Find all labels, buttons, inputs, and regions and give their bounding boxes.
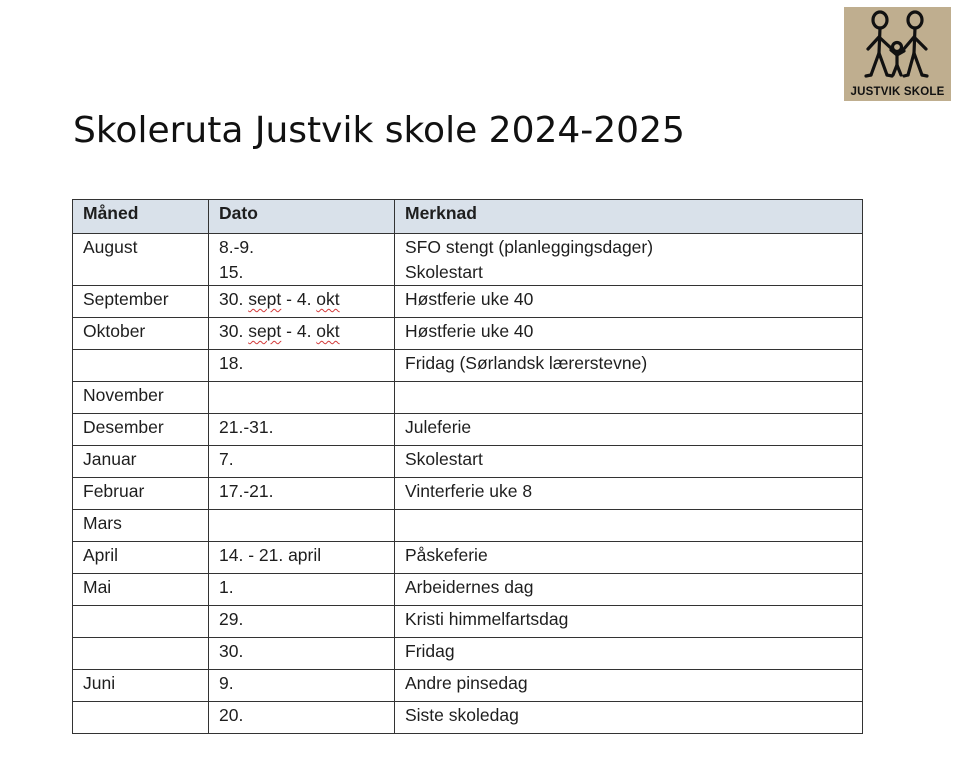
month-cell [73, 638, 209, 670]
date-cell: 30. [209, 638, 395, 670]
table-row [73, 414, 863, 446]
table-row [73, 446, 863, 478]
month-cell: Juni [73, 670, 209, 702]
note-cell [395, 510, 863, 542]
school-logo [844, 7, 951, 101]
table-row [73, 574, 863, 606]
date-cell: 14. - 21. april [209, 542, 395, 574]
date-cell [209, 510, 395, 542]
date-cell [209, 318, 395, 350]
month-cell: September [73, 286, 209, 318]
table-row [73, 234, 863, 286]
month-cell: April [73, 542, 209, 574]
date-cell: 18. [209, 350, 395, 382]
school-calendar-table [72, 199, 863, 734]
date-cell: 17.-21. [209, 478, 395, 510]
note-cell: Fridag [395, 638, 863, 670]
note-cell: Fridag (Sørlandsk lærerstevne) [395, 350, 863, 382]
month-cell: Mai [73, 574, 209, 606]
table-row [73, 510, 863, 542]
note-cell: Andre pinsedag [395, 670, 863, 702]
note-cell: Høstferie uke 40 [395, 318, 863, 350]
month-cell [73, 350, 209, 382]
date-part: 30. [219, 321, 249, 341]
logo-text: JUSTVIK SKOLE [850, 86, 945, 98]
table-row [73, 542, 863, 574]
table-row [73, 350, 863, 382]
month-cell: Oktober [73, 318, 209, 350]
date-cell: 29. [209, 606, 395, 638]
date-cell: 1. [209, 574, 395, 606]
note-cell: Siste skoledag [395, 702, 863, 734]
date-part: - 4. [281, 321, 317, 341]
note-cell: Høstferie uke 40 [395, 286, 863, 318]
date-part: - 4. [281, 289, 317, 309]
table-row [73, 606, 863, 638]
month-cell [73, 606, 209, 638]
spellcheck-marked-word: sept [248, 321, 282, 341]
date-cell [209, 286, 395, 318]
note-cell: Skolestart [395, 446, 863, 478]
page-title: Skoleruta Justvik skole 2024-2025 [73, 110, 685, 151]
spellcheck-marked-word: okt [316, 289, 340, 309]
table-row [73, 286, 863, 318]
date-line: 8.-9. [219, 237, 255, 257]
table-row [73, 702, 863, 734]
table-row [73, 638, 863, 670]
table-row [73, 478, 863, 510]
date-cell: 21.-31. [209, 414, 395, 446]
note-line: SFO stengt (planleggingsdager) [405, 237, 654, 257]
month-cell [73, 702, 209, 734]
month-cell: Februar [73, 478, 209, 510]
table-row [73, 670, 863, 702]
date-line: 15. [219, 262, 244, 282]
spellcheck-marked-word: okt [316, 321, 340, 341]
date-cell [209, 382, 395, 414]
month-cell: August [73, 234, 209, 286]
table-row [73, 318, 863, 350]
table-header-row [73, 200, 863, 234]
month-cell: Desember [73, 414, 209, 446]
date-cell [209, 234, 395, 286]
month-cell: Januar [73, 446, 209, 478]
date-cell: 7. [209, 446, 395, 478]
month-cell: November [73, 382, 209, 414]
column-header-month: Måned [73, 200, 209, 234]
table-row [73, 382, 863, 414]
note-cell: Kristi himmelfartsdag [395, 606, 863, 638]
column-header-date: Dato [209, 200, 395, 234]
note-cell: Påskeferie [395, 542, 863, 574]
family-figures-icon [844, 7, 951, 87]
spellcheck-marked-word: sept [248, 289, 282, 309]
note-cell [395, 234, 863, 286]
month-cell: Mars [73, 510, 209, 542]
date-cell: 9. [209, 670, 395, 702]
date-cell: 20. [209, 702, 395, 734]
date-part: 30. [219, 289, 249, 309]
note-cell: Juleferie [395, 414, 863, 446]
note-line: Skolestart [405, 262, 483, 282]
note-cell [395, 382, 863, 414]
note-cell: Arbeidernes dag [395, 574, 863, 606]
note-cell: Vinterferie uke 8 [395, 478, 863, 510]
column-header-note: Merknad [395, 200, 863, 234]
